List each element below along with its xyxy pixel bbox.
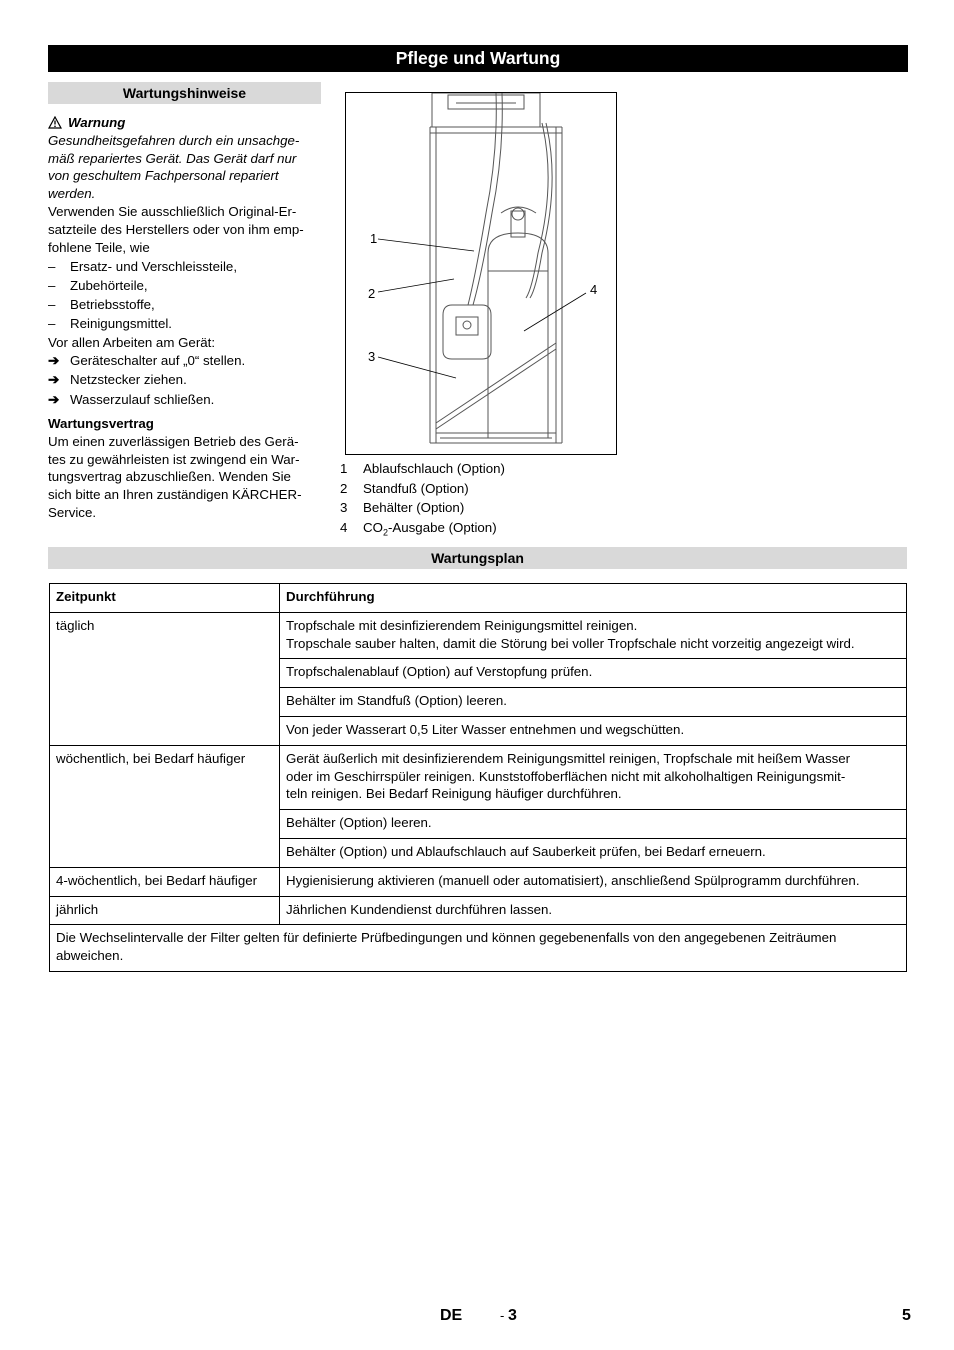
legend-text: Behälter (Option) xyxy=(363,500,465,515)
warning-line: mäß repariertes Gerät. Das Gerät darf nur xyxy=(48,150,297,166)
action-cell: Von jeder Wasserart 0,5 Liter Wasser entnehmen und wegschütten. xyxy=(280,716,907,745)
action-line: Tropschale sauber halten, damit die Störung bei voller Tropfschale nicht vorzeitig angezeigt wird. xyxy=(286,635,855,651)
legend-number: 1 xyxy=(340,461,348,476)
device-illustration xyxy=(345,92,617,455)
arrow-right-icon: ➔ xyxy=(48,392,60,408)
footer-dash: - xyxy=(500,1308,505,1323)
list-item-text: Ersatz- und Verschleissteile, xyxy=(70,258,238,274)
callout-4: 4 xyxy=(590,282,598,297)
legend-item xyxy=(340,479,505,499)
list-item xyxy=(48,296,323,314)
step-item xyxy=(48,352,323,370)
table-row xyxy=(50,867,907,896)
note-line: abweichen. xyxy=(56,948,124,964)
legend-subscript: 2 xyxy=(382,527,388,538)
wartungsplan-heading: Wartungsplan xyxy=(48,547,907,569)
action-cell xyxy=(280,745,907,809)
left-column xyxy=(48,112,323,522)
callout-1: 1 xyxy=(370,231,378,246)
action-line: Tropfschale mit desinfizierendem Reinigungsmittel reinigen. xyxy=(286,617,638,633)
action-cell: Behälter (Option) und Ablaufschlauch auf Sauberkeit prüfen, bei Bedarf erneuern. xyxy=(280,838,907,867)
action-cell: Hygienisierung aktivieren (manuell oder automatisiert), anschließend Spülprogramm durchführen. xyxy=(280,867,907,896)
contract-text xyxy=(48,433,323,522)
time-cell: 4-wöchentlich, bei Bedarf häufiger xyxy=(50,867,280,896)
before-work-text: Vor allen Arbeiten am Gerät: xyxy=(48,334,216,350)
list-item-text: Betriebsstoffe, xyxy=(70,296,155,312)
warning-line: Gesundheitsgefahren durch ein unsachge- xyxy=(48,132,300,148)
table-row xyxy=(50,612,907,659)
dash-icon: – xyxy=(48,296,56,312)
intro-text xyxy=(48,203,323,256)
contract-line: tes zu gewährleisten ist zwingend ein War- xyxy=(48,451,300,467)
action-cell: Tropfschalenablauf (Option) auf Verstopfung prüfen. xyxy=(280,659,907,688)
table-row xyxy=(50,896,907,925)
intro-line: Verwenden Sie ausschließlich Original-Er- xyxy=(48,203,297,219)
step-text: Netzstecker ziehen. xyxy=(70,372,187,388)
step-text: Wasserzulauf schließen. xyxy=(70,392,215,408)
device-drawing xyxy=(346,93,616,454)
action-cell: Jährlichen Kundendienst durchführen lassen. xyxy=(280,896,907,925)
list-item xyxy=(48,258,323,276)
column-header: Durchführung xyxy=(280,584,907,613)
legend-item xyxy=(340,518,505,543)
legend-text-part: CO xyxy=(363,519,383,535)
legend-item xyxy=(340,498,505,518)
arrow-right-icon: ➔ xyxy=(48,372,60,388)
footer-section-page: 3 xyxy=(508,1307,517,1324)
action-line: oder im Geschirrspüler reinigen. Kunststoffoberflächen nicht mit alkoholhaltigen Reinigungsmit- xyxy=(286,768,846,784)
table-header-row xyxy=(50,584,907,613)
legend-number: 3 xyxy=(340,500,348,515)
note-line: Die Wechselintervalle der Filter gelten für definierte Prüfbedingungen und können gegebenenfalls von den angegebenen Zeiträumen xyxy=(56,930,837,946)
legend-item xyxy=(340,459,505,479)
dash-icon: – xyxy=(48,258,56,274)
time-cell: jährlich xyxy=(50,896,280,925)
dash-icon: – xyxy=(48,315,56,331)
warning-label-text: Warnung xyxy=(68,115,126,130)
step-text: Geräteschalter auf „0“ stellen. xyxy=(70,352,246,368)
legend-number: 2 xyxy=(340,480,348,496)
table-note-row xyxy=(50,925,907,972)
contract-line: Um einen zuverlässigen Betrieb des Gerä- xyxy=(48,433,299,449)
contract-heading: Wartungsvertrag xyxy=(48,415,154,431)
warning-label xyxy=(48,114,323,132)
arrow-right-icon: ➔ xyxy=(48,352,60,368)
wartungshinweise-heading: Wartungshinweise xyxy=(48,82,321,104)
warning-triangle-icon xyxy=(48,116,62,129)
time-cell: wöchentlich, bei Bedarf häufiger xyxy=(50,745,280,867)
contract-line: tungsvertrag abzuschließen. Wenden Sie xyxy=(48,469,291,485)
step-item xyxy=(48,371,323,389)
dash-icon: – xyxy=(48,277,56,293)
section-banner: Pflege und Wartung xyxy=(48,45,908,72)
action-line: Gerät äußerlich mit desinfizierendem Reinigungsmittel reinigen, Tropfschale mit heißem Wasser xyxy=(286,750,851,766)
warning-text xyxy=(48,132,323,203)
table-row xyxy=(50,745,907,809)
action-cell xyxy=(280,612,907,659)
list-item xyxy=(48,277,323,295)
list-item xyxy=(48,315,323,333)
legend-text-part: -Ausgabe (Option) xyxy=(387,519,497,535)
step-item xyxy=(48,391,323,409)
list-item-text: Zubehörteile, xyxy=(70,277,148,293)
action-cell: Behälter im Standfuß (Option) leeren. xyxy=(280,688,907,717)
note-cell xyxy=(50,925,907,972)
legend-text: Ablaufschlauch (Option) xyxy=(363,461,505,476)
footer-language: DE xyxy=(440,1307,463,1324)
contract-line: sich bitte an Ihren zuständigen KÄRCHER- xyxy=(48,487,302,503)
intro-line: satzteile des Herstellers oder von ihm emp- xyxy=(48,221,304,237)
time-cell: täglich xyxy=(50,612,280,745)
list-item-text: Reinigungsmittel. xyxy=(70,315,172,331)
warning-line: von geschultem Fachpersonal repariert xyxy=(48,168,279,184)
legend-number: 4 xyxy=(340,519,348,535)
column-header: Zeitpunkt xyxy=(50,584,280,613)
maintenance-table xyxy=(49,583,907,972)
warning-line: werden. xyxy=(48,186,96,202)
callout-3: 3 xyxy=(368,349,376,364)
legend-text: Standfuß (Option) xyxy=(363,480,469,496)
figure-legend xyxy=(340,459,505,543)
callout-2: 2 xyxy=(368,286,376,301)
intro-line: fohlene Teile, wie xyxy=(48,239,150,255)
page-number: 5 xyxy=(902,1307,911,1324)
action-cell: Behälter (Option) leeren. xyxy=(280,810,907,839)
contract-line: Service. xyxy=(48,504,97,520)
legend-text xyxy=(363,518,497,543)
action-line: teln reinigen. Bei Bedarf Reinigung häufiger durchführen. xyxy=(286,786,622,802)
